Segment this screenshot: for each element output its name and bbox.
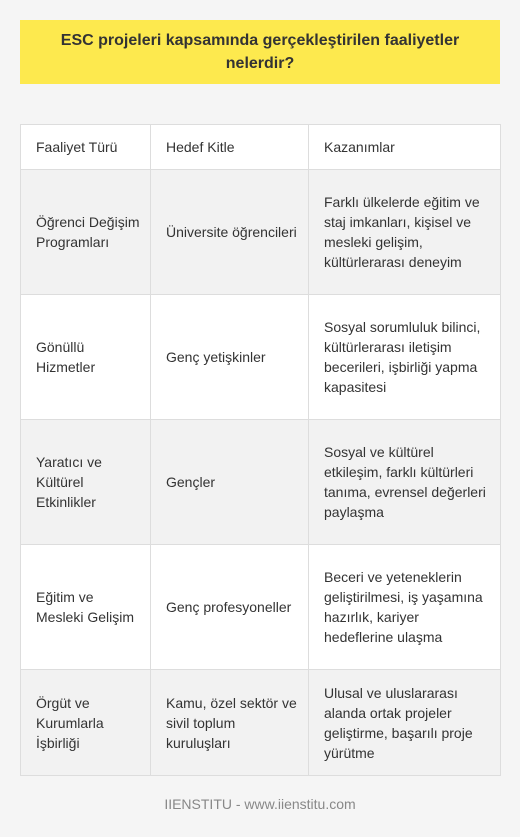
footer-credit: IIENSTITU - www.iienstitu.com	[164, 796, 356, 812]
table-row	[21, 670, 501, 776]
cell-target-audience: Genç yetişkinler	[151, 295, 309, 420]
header-gains: Kazanımlar	[309, 125, 501, 170]
cell-target-audience: Kamu, özel sektör ve sivil toplum kuruluşları	[151, 670, 309, 776]
cell-activity-type: Gönüllü Hizmetler	[21, 295, 151, 420]
cell-activity-type: Eğitim ve Mesleki Gelişim	[21, 545, 151, 670]
activities-table	[20, 124, 501, 776]
cell-target-audience: Üniversite öğrencileri	[151, 170, 309, 295]
table-row	[21, 545, 501, 670]
cell-gains: Farklı ülkelerde eğitim ve staj imkanları, kişisel ve mesleki gelişim, kültürlerarası deneyim	[309, 170, 501, 295]
cell-activity-type: Örgüt ve Kurumlarla İşbirliği	[21, 670, 151, 776]
table-row	[21, 420, 501, 545]
cell-activity-type: Yaratıcı ve Kültürel Etkinlikler	[21, 420, 151, 545]
title-banner	[20, 20, 500, 84]
header-target-audience: Hedef Kitle	[151, 125, 309, 170]
cell-gains: Ulusal ve uluslararası alanda ortak projeler geliştirme, başarılı proje yürütme	[309, 670, 501, 776]
header-activity-type: Faaliyet Türü	[21, 125, 151, 170]
table-row	[21, 170, 501, 295]
cell-target-audience: Gençler	[151, 420, 309, 545]
cell-activity-type: Öğrenci Değişim Programları	[21, 170, 151, 295]
cell-gains: Sosyal ve kültürel etkileşim, farklı kültürleri tanıma, evrensel değerleri paylaşma	[309, 420, 501, 545]
page-title: ESC projeleri kapsamında gerçekleştirilen faaliyetler nelerdir?	[60, 32, 460, 72]
cell-gains: Sosyal sorumluluk bilinci, kültürlerarası iletişim becerileri, işbirliği yapma kapasitesi	[309, 295, 501, 420]
cell-gains: Beceri ve yeteneklerin geliştirilmesi, iş yaşamına hazırlık, kariyer hedeflerine ulaşma	[309, 545, 501, 670]
table-row	[21, 295, 501, 420]
cell-target-audience: Genç profesyoneller	[151, 545, 309, 670]
table-header-row	[21, 125, 501, 170]
